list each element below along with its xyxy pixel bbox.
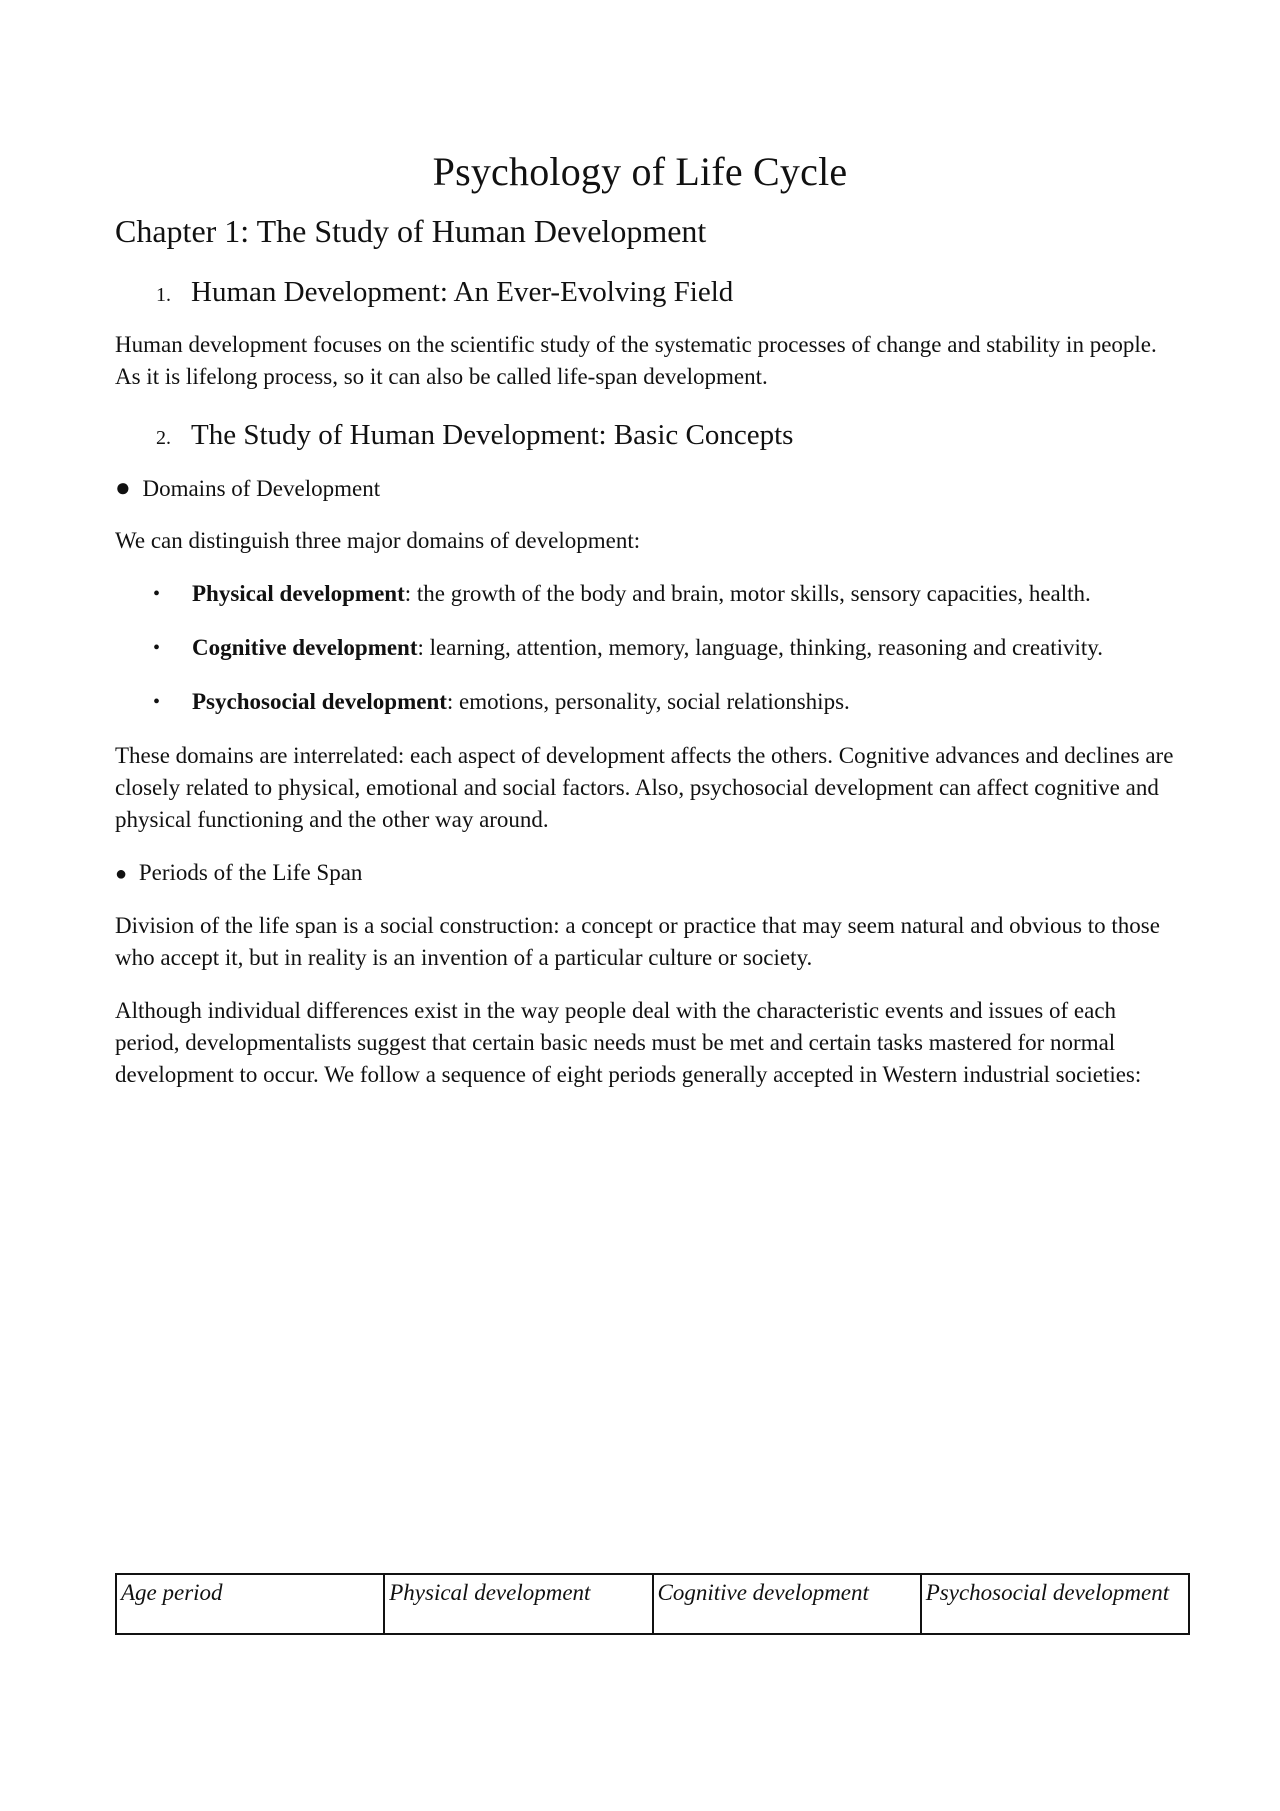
table-header-row	[116, 1574, 1189, 1634]
section-title: Human Development: An Ever-Evolving Field	[191, 276, 734, 308]
list-item-text: : emotions, personality, social relationships.	[446, 689, 850, 714]
domains-closing-paragraph: These domains are interrelated: each aspect of development affects the others. Cognitive advances and declines are closely related to physical, emotional and social factors. Also, psychosocial development can affect cognitive and physical functioning and the other way around.	[115, 743, 1174, 832]
list-item-term: Physical development	[192, 581, 405, 606]
periods-heading	[115, 857, 1175, 890]
table-header-cell: Cognitive development	[653, 1574, 921, 1634]
bullet-dot-icon: ●	[115, 473, 131, 502]
domains-heading	[115, 472, 1175, 505]
list-item-term: Psychosocial development	[192, 689, 447, 714]
list-item-text: : learning, attention, memory, language, thinking, reasoning and creativity.	[417, 635, 1104, 660]
list-item	[115, 578, 1175, 610]
table-header-cell: Age period	[116, 1574, 384, 1634]
list-item	[115, 686, 1175, 718]
bullet-icon: •	[153, 691, 161, 713]
section-1-heading	[115, 276, 1175, 309]
life-span-table	[115, 1573, 1190, 1635]
periods-paragraph-2: Although individual differences exist in the way people deal with the characteristic events and issues of each period, developmentalists suggest that certain basic needs must be met and certain tasks mastered for normal development to occur. We follow a sequence of eight periods generally accepted in Western industrial societies:	[115, 998, 1142, 1087]
table-header-cell: Physical development	[384, 1574, 652, 1634]
bullet-icon: •	[153, 583, 161, 605]
chapter-heading: Chapter 1: The Study of Human Development	[115, 213, 707, 249]
document-body	[115, 148, 1175, 1112]
section-number: 2.	[156, 427, 171, 449]
domains-heading-text: Domains of Development	[142, 476, 381, 501]
section-title: The Study of Human Development: Basic Concepts	[191, 419, 794, 451]
list-item-text: : the growth of the body and brain, motor skills, sensory capacities, health.	[404, 581, 1091, 606]
section-2-heading	[115, 419, 1175, 452]
section-1-paragraph: Human development focuses on the scientific study of the systematic processes of change and stability in people. As it is lifelong process, so it can also be called life-span development.	[115, 332, 1157, 389]
bullet-dot-icon: ●	[115, 863, 128, 885]
domains-intro: We can distinguish three major domains of development:	[115, 528, 641, 553]
document-title: Psychology of Life Cycle	[432, 149, 848, 194]
section-number: 1.	[156, 284, 171, 306]
domains-list	[115, 578, 1175, 718]
periods-paragraph-1: Division of the life span is a social construction: a concept or practice that may seem natural and obvious to those who accept it, but in reality is an invention of a particular culture or society.	[115, 913, 1160, 970]
list-item	[115, 632, 1175, 664]
table-header-cell: Psychosocial development	[921, 1574, 1189, 1634]
list-item-term: Cognitive development	[192, 635, 418, 660]
bullet-icon: •	[153, 637, 161, 659]
periods-heading-text: Periods of the Life Span	[138, 860, 363, 885]
